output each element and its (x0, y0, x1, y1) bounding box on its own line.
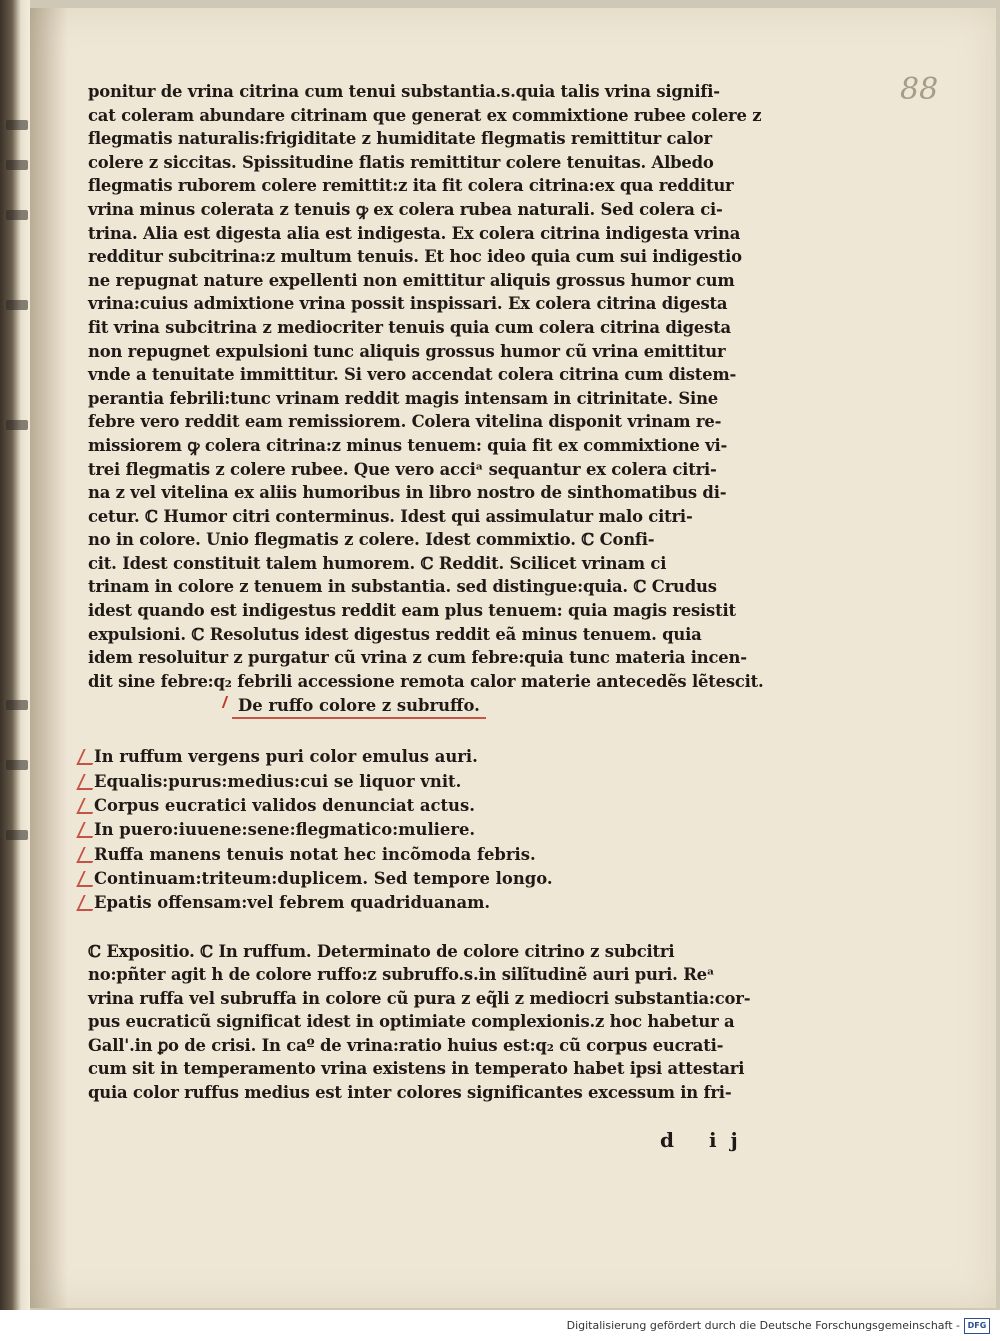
text-line: non repugnet expulsioni tunc aliquis grossus humor cũ vrina emittitur (88, 341, 726, 361)
text-line: missiorem ꝙ colera citrina:z minus tenuem: quia fit ex commixtione vi- (88, 435, 728, 455)
text-line: redditur subcitrina:z multum tenuis. Et hoc ideo quia cum sui indigestio (88, 247, 742, 267)
footer-credit: Digitalisierung gefördert durch die Deutsche Forschungsgemeinschaft - (566, 1319, 960, 1332)
verse-text: Equalis:purus:medius:cui se liquor vnit. (94, 771, 462, 791)
gutter-shadow (28, 8, 68, 1308)
section-heading (238, 693, 480, 719)
exposition-line: vrina ruffa vel subruffa in colore cũ pura z eq̃li z mediocri substantia:cor- (88, 988, 751, 1008)
exposition-block (88, 940, 788, 1105)
text-line: expulsioni. ℂ Resolutus idest digestus reddit eã minus tenuem. quia (88, 624, 702, 644)
exposition-line: no:pñter agit h de colore ruffo:z subruffo.s.in silĩtudinẽ auri puri. Reᵃ (88, 965, 715, 985)
verse-text: Corpus eucratici validos denunciat actus. (94, 796, 475, 816)
text-line: ne repugnat nature expellenti non emittitur aliquis grossus humor cum (88, 270, 735, 290)
facing-page-text-bleed (6, 830, 28, 840)
handwritten-folio-number: 88 (900, 72, 939, 107)
text-line: fit vrina subcitrina z mediocriter tenuis quia cum colera citrina digesta (88, 317, 731, 337)
verse-line (88, 818, 788, 842)
text-line: cat coleram abundare citrinam que generat ex commixtione rubee colere z (88, 105, 762, 125)
main-text-block (88, 80, 788, 1105)
text-line: no in colore. Unio flegmatis z colere. Idest commixtio. ℂ Confi- (88, 530, 655, 550)
text-line: febre vero reddit eam remissiorem. Colera vitelina disponit vrinam re- (88, 412, 722, 432)
text-line: colere z siccitas. Spissitudine flatis remittitur colere tenuitas. Albedo (88, 152, 714, 172)
facing-page-text-bleed (6, 300, 28, 310)
exposition-line: ℂ Expositio. ℂ In ruffum. Determinato de colore citrino z subcitri (88, 941, 675, 961)
text-line: flegmatis ruborem colere remittit:z ita fit colera citrina:ex qua redditur (88, 176, 734, 196)
verse-line (88, 794, 788, 818)
signature-mark: d ij (660, 1128, 752, 1152)
verse-line (88, 770, 788, 794)
facing-page-text-bleed (6, 120, 28, 130)
verse-text: Epatis offensam:vel febrem quadriduanam. (94, 893, 491, 913)
exposition-line: quia color ruffus medius est inter colores significantes excessum in fri- (88, 1083, 732, 1103)
text-line: cit. Idest constituit talem humorem. ℂ Reddit. Scilicet vrinam ci (88, 553, 667, 573)
dfg-logo-icon: DFG (964, 1318, 990, 1334)
verse-text: In puero:iuuene:sene:flegmatico:muliere. (94, 820, 476, 840)
digitization-footer (0, 1310, 1000, 1341)
verse-line (88, 745, 788, 769)
verse-line (88, 843, 788, 867)
verse-text: In ruffum vergens puri color emulus auri. (94, 747, 478, 767)
verse-text: Continuam:triteum:duplicem. Sed tempore longo. (94, 868, 553, 888)
verse-block (88, 745, 788, 915)
facing-page-text-bleed (6, 160, 28, 170)
facing-page-text-bleed (6, 760, 28, 770)
facing-page-edge (0, 0, 30, 1310)
text-line: idem resoluitur z purgatur cũ vrina z cum febre:quia tunc materia incen- (88, 648, 747, 668)
text-line: cetur. ℂ Humor citri conterminus. Idest qui assimulatur malo citri- (88, 506, 693, 526)
text-line: na z vel vitelina ex aliis humoribus in libro nostro de sinthomatibus di- (88, 483, 727, 503)
text-line: trina. Alia est digesta alia est indigesta. Ex colera citrina indigesta vrina (88, 223, 741, 243)
text-line: trei flegmatis z colere rubee. Que vero acciᵃ sequantur ex colera citri- (88, 459, 717, 479)
exposition-line: pus eucraticũ significat idest in optimiate complexionis.z hoc habetur a (88, 1012, 735, 1032)
text-line: perantia febrili:tunc vrinam reddit magis intensam in citrinitate. Sine (88, 388, 719, 408)
facing-page-text-bleed (6, 420, 28, 430)
facing-page-text-bleed (6, 700, 28, 710)
section-heading-text: De ruffo colore z subruffo. (238, 696, 480, 716)
text-line: flegmatis naturalis:frigiditate z humiditate flegmatis remittitur calor (88, 129, 712, 149)
facing-page-text-bleed (6, 210, 28, 220)
red-underline (232, 717, 486, 719)
exposition-line: cum sit in temperamento vrina existens in temperato habet ipsi attestari (88, 1059, 745, 1079)
verse-line (88, 867, 788, 891)
exposition-line: Gall'.in ꝑo de crisi. In caº de vrina:ratio huius est:q₂ cũ corpus eucrati- (88, 1035, 724, 1055)
text-line: idest quando est indigestus reddit eam plus tenuem: quia magis resistit (88, 601, 736, 621)
body-text (88, 80, 788, 693)
verse-text: Ruffa manens tenuis notat hec incõmoda febris. (94, 844, 536, 864)
verse-line (88, 891, 788, 915)
text-line: vrina:cuius admixtione vrina possit inspissari. Ex colera citrina digesta (88, 294, 728, 314)
text-line: dit sine febre:q₂ febrili accessione remota calor materie antecedẽs lẽtescit. (88, 671, 764, 691)
text-line: vnde a tenuitate immittitur. Si vero accendat colera citrina cum distem- (88, 365, 737, 385)
text-line: trinam in colore z tenuem in substantia. sed distingue:quia. ℂ Crudus (88, 577, 717, 597)
text-line: ponitur de vrina citrina cum tenui substantia.s.quia talis vrina signifi- (88, 82, 720, 101)
text-line: vrina minus colerata z tenuis ꝙ ex colera rubea naturali. Sed colera ci- (88, 199, 723, 219)
